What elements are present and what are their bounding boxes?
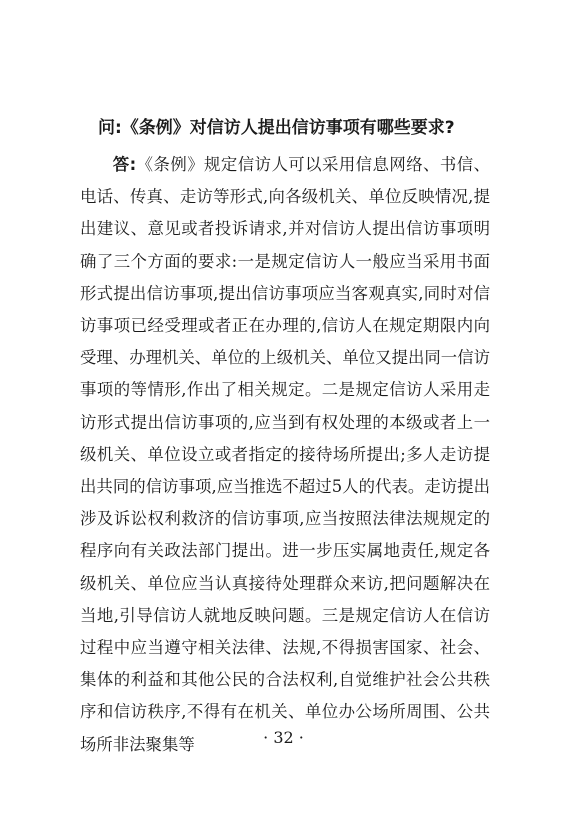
question-heading: 问:《条例》对信访人提出信访事项有哪些要求? bbox=[98, 118, 455, 138]
answer-label: 答: bbox=[112, 155, 137, 174]
page-number: · 32 · bbox=[263, 728, 304, 747]
answer-body: 《条例》规定信访人可以采用信息网络、书信、电话、传真、走访等形式,向各级机关、单位反映情况,提出建议、意见或者投诉请求,并对信访人提出信访事项明确了三个方面的要求:一是规定信访人一般应当采用书面形式提出信访事项,提出信访事项应当客观真实,同时对信访事项已经受理或者正在办理的,信访人在规定期限内向受理、办理机关、单位的上级机关、单位又提出同一信访事项的等情形,作出了相关规定。二是规定信访人采用走访形式提出信访事项的,应当到有权处理的本级或者上一级机关、单位设立或者指定的接待场所提出;多人走访提出共同的信访事项,应当推选不超过5人的代表。走访提出涉及诉讼权利救济的信访事项,应当按照法律法规规定的程序向有关政法部门提出。进一步压实属地责任,规定各级机关、单位应当认真接待处理群众来访,把问题解决在当地,引导信访人就地反映问题。三是规定信访人在信访过程中应当遵守相关法律、法规,不得损害国家、社会、集体的利益和其他公民的合法权利,自觉维护社会公共秩序和信访秩序,不得有在机关、单位办公场所周围、公共场所非法聚集等 bbox=[80, 155, 490, 754]
answer-paragraph bbox=[80, 149, 490, 761]
